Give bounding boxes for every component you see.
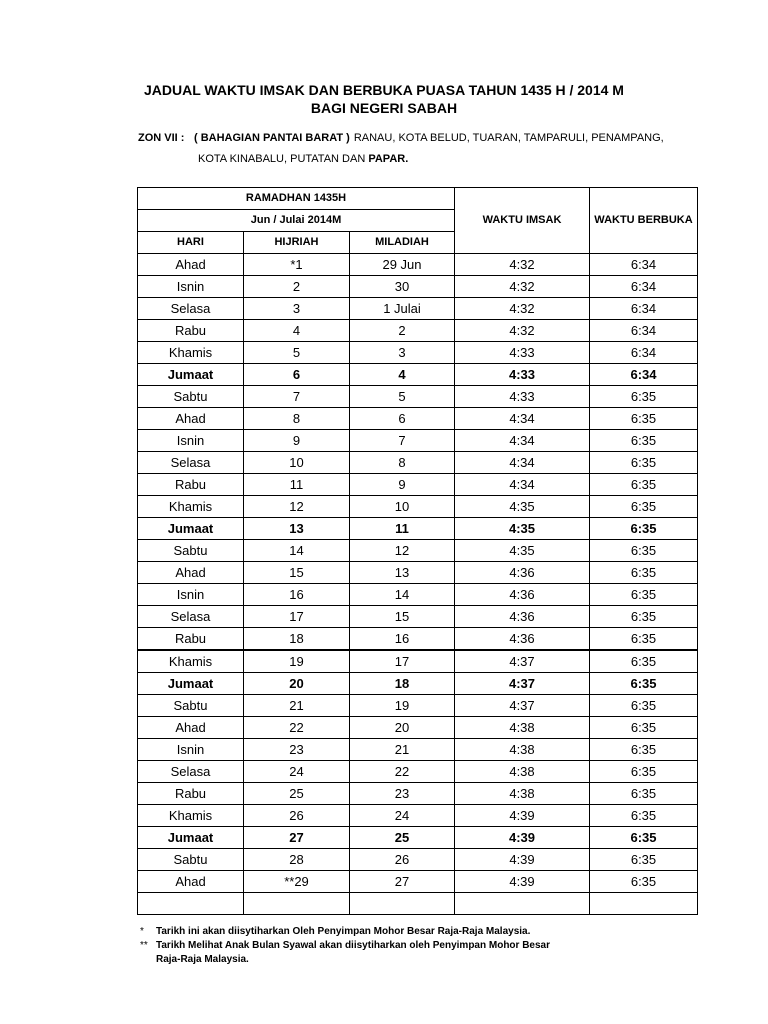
cell-berbuka: 6:35 — [590, 474, 698, 496]
cell-berbuka: 6:34 — [590, 364, 698, 386]
cell-hijriah: 12 — [244, 496, 350, 518]
cell-berbuka: 6:34 — [590, 254, 698, 276]
cell-imsak: 4:38 — [455, 783, 590, 805]
cell-hari: Ahad — [138, 408, 244, 430]
cell-imsak: 4:39 — [455, 805, 590, 827]
cell-miladiah: 19 — [350, 695, 455, 717]
cell-imsak: 4:39 — [455, 871, 590, 893]
cell-hijriah: 27 — [244, 827, 350, 849]
table-row — [138, 276, 698, 298]
cell-miladiah: 23 — [350, 783, 455, 805]
table-row — [138, 739, 698, 761]
cell-miladiah: 27 — [350, 871, 455, 893]
cell-hijriah: **29 — [244, 871, 350, 893]
table-row — [138, 474, 698, 496]
cell-miladiah: 2 — [350, 320, 455, 342]
cell-hari: Jumaat — [138, 518, 244, 540]
page-title: JADUAL WAKTU IMSAK DAN BERBUKA PUASA TAHUN 1435 H / 2014 M — [144, 82, 624, 98]
cell-empty — [138, 893, 244, 915]
cell-imsak: 4:36 — [455, 562, 590, 584]
cell-imsak: 4:32 — [455, 276, 590, 298]
cell-imsak: 4:39 — [455, 827, 590, 849]
table-row — [138, 562, 698, 584]
cell-berbuka: 6:34 — [590, 320, 698, 342]
table-row — [138, 849, 698, 871]
cell-hari: Isnin — [138, 430, 244, 452]
cell-berbuka: 6:35 — [590, 452, 698, 474]
cell-hari: Sabtu — [138, 540, 244, 562]
cell-hari: Rabu — [138, 320, 244, 342]
cell-miladiah: 22 — [350, 761, 455, 783]
cell-berbuka: 6:34 — [590, 342, 698, 364]
table-row — [138, 628, 698, 651]
cell-berbuka: 6:35 — [590, 739, 698, 761]
cell-berbuka: 6:35 — [590, 695, 698, 717]
cell-miladiah: 26 — [350, 849, 455, 871]
cell-imsak: 4:35 — [455, 496, 590, 518]
cell-berbuka: 6:35 — [590, 650, 698, 673]
cell-imsak: 4:34 — [455, 452, 590, 474]
table-row — [138, 254, 698, 276]
cell-hijriah: 4 — [244, 320, 350, 342]
cell-hari: Khamis — [138, 496, 244, 518]
cell-hari: Selasa — [138, 606, 244, 628]
cell-berbuka: 6:35 — [590, 386, 698, 408]
cell-miladiah: 29 Jun — [350, 254, 455, 276]
cell-berbuka: 6:35 — [590, 430, 698, 452]
cell-miladiah: 16 — [350, 628, 455, 651]
cell-imsak: 4:35 — [455, 518, 590, 540]
cell-miladiah: 15 — [350, 606, 455, 628]
header-ramadhan: RAMADHAN 1435H — [138, 188, 455, 210]
cell-hijriah: 8 — [244, 408, 350, 430]
schedule-table-body — [138, 188, 698, 915]
cell-hijriah: 7 — [244, 386, 350, 408]
cell-miladiah: 5 — [350, 386, 455, 408]
page-subtitle: BAGI NEGERI SABAH — [310, 100, 458, 116]
zone-line-1 — [138, 131, 664, 145]
cell-hijriah: 11 — [244, 474, 350, 496]
cell-hari: Ahad — [138, 717, 244, 739]
cell-hijriah: 28 — [244, 849, 350, 871]
footnote-1-text: Tarikh ini akan diisytiharkan Oleh Penyimpan Mohor Besar Raja-Raja Malaysia. — [156, 926, 531, 937]
cell-berbuka: 6:35 — [590, 871, 698, 893]
cell-hijriah: 15 — [244, 562, 350, 584]
cell-hari: Khamis — [138, 805, 244, 827]
table-row-empty — [138, 893, 698, 915]
header-month: Jun / Julai 2014M — [138, 210, 455, 232]
cell-empty — [350, 893, 455, 915]
schedule-table — [137, 187, 698, 915]
cell-imsak: 4:35 — [455, 540, 590, 562]
cell-hari: Ahad — [138, 871, 244, 893]
table-row — [138, 518, 698, 540]
cell-hijriah: 18 — [244, 628, 350, 651]
cell-miladiah: 1 Julai — [350, 298, 455, 320]
cell-miladiah: 24 — [350, 805, 455, 827]
cell-imsak: 4:36 — [455, 584, 590, 606]
cell-hijriah: 17 — [244, 606, 350, 628]
table-row — [138, 364, 698, 386]
cell-hijriah: 26 — [244, 805, 350, 827]
table-row — [138, 584, 698, 606]
cell-hari: Jumaat — [138, 364, 244, 386]
cell-miladiah: 9 — [350, 474, 455, 496]
cell-imsak: 4:34 — [455, 430, 590, 452]
cell-hari: Khamis — [138, 342, 244, 364]
cell-miladiah: 25 — [350, 827, 455, 849]
cell-berbuka: 6:35 — [590, 496, 698, 518]
cell-imsak: 4:34 — [455, 474, 590, 496]
cell-imsak: 4:33 — [455, 386, 590, 408]
cell-miladiah: 12 — [350, 540, 455, 562]
zone-areas-2: KOTA KINABALU, PUTATAN DAN — [198, 153, 366, 165]
header-row-1 — [138, 188, 698, 210]
cell-berbuka: 6:35 — [590, 673, 698, 695]
cell-imsak: 4:33 — [455, 364, 590, 386]
footnote-2-text: Tarikh Melihat Anak Bulan Syawal akan diisytiharkan oleh Penyimpan Mohor Besar — [156, 940, 551, 951]
cell-miladiah: 20 — [350, 717, 455, 739]
table-row — [138, 386, 698, 408]
cell-berbuka: 6:35 — [590, 540, 698, 562]
cell-hijriah: 9 — [244, 430, 350, 452]
cell-berbuka: 6:35 — [590, 717, 698, 739]
cell-berbuka: 6:35 — [590, 408, 698, 430]
cell-imsak: 4:36 — [455, 606, 590, 628]
cell-miladiah: 4 — [350, 364, 455, 386]
cell-berbuka: 6:35 — [590, 761, 698, 783]
header-miladiah: MILADIAH — [350, 232, 455, 254]
cell-imsak: 4:33 — [455, 342, 590, 364]
cell-berbuka: 6:35 — [590, 628, 698, 651]
cell-hijriah: 3 — [244, 298, 350, 320]
cell-berbuka: 6:35 — [590, 827, 698, 849]
cell-berbuka: 6:34 — [590, 276, 698, 298]
cell-imsak: 4:37 — [455, 673, 590, 695]
cell-hari: Selasa — [138, 452, 244, 474]
cell-miladiah: 6 — [350, 408, 455, 430]
cell-imsak: 4:36 — [455, 628, 590, 651]
cell-miladiah: 18 — [350, 673, 455, 695]
cell-imsak: 4:38 — [455, 717, 590, 739]
cell-hijriah: 24 — [244, 761, 350, 783]
cell-imsak: 4:34 — [455, 408, 590, 430]
cell-hijriah: 10 — [244, 452, 350, 474]
table-row — [138, 496, 698, 518]
table-row — [138, 408, 698, 430]
table-row — [138, 805, 698, 827]
cell-imsak: 4:37 — [455, 695, 590, 717]
footnote-1-mark: * — [140, 926, 144, 937]
cell-hijriah: *1 — [244, 254, 350, 276]
cell-imsak: 4:38 — [455, 739, 590, 761]
cell-hari: Isnin — [138, 276, 244, 298]
cell-hari: Sabtu — [138, 386, 244, 408]
table-row — [138, 452, 698, 474]
zone-areas-2-bold: PAPAR. — [368, 153, 409, 165]
zone-label: ZON VII : — [138, 132, 185, 144]
footnote-2-mark: ** — [140, 940, 148, 951]
cell-hari: Sabtu — [138, 849, 244, 871]
cell-hari: Rabu — [138, 474, 244, 496]
cell-hijriah: 16 — [244, 584, 350, 606]
cell-berbuka: 6:35 — [590, 562, 698, 584]
cell-hari: Jumaat — [138, 673, 244, 695]
header-hijriah: HIJRIAH — [244, 232, 350, 254]
cell-hijriah: 23 — [244, 739, 350, 761]
table-row — [138, 540, 698, 562]
cell-miladiah: 10 — [350, 496, 455, 518]
cell-hari: Isnin — [138, 739, 244, 761]
cell-miladiah: 7 — [350, 430, 455, 452]
cell-berbuka: 6:35 — [590, 849, 698, 871]
cell-hari: Selasa — [138, 298, 244, 320]
table-row — [138, 430, 698, 452]
cell-empty — [455, 893, 590, 915]
zone-areas-1: RANAU, KOTA BELUD, TUARAN, TAMPARULI, PENAMPANG, — [353, 132, 664, 144]
cell-imsak: 4:32 — [455, 298, 590, 320]
footnote-1 — [140, 925, 550, 939]
cell-hijriah: 22 — [244, 717, 350, 739]
cell-hari: Rabu — [138, 628, 244, 651]
table-row — [138, 650, 698, 673]
cell-hijriah: 2 — [244, 276, 350, 298]
header-hari: HARI — [138, 232, 244, 254]
table-row — [138, 320, 698, 342]
cell-imsak: 4:32 — [455, 254, 590, 276]
cell-hijriah: 21 — [244, 695, 350, 717]
cell-miladiah: 3 — [350, 342, 455, 364]
cell-hari: Jumaat — [138, 827, 244, 849]
cell-hijriah: 20 — [244, 673, 350, 695]
cell-imsak: 4:38 — [455, 761, 590, 783]
cell-miladiah: 8 — [350, 452, 455, 474]
table-row — [138, 717, 698, 739]
cell-imsak: 4:39 — [455, 849, 590, 871]
zone-line-2 — [198, 152, 408, 166]
cell-hijriah: 6 — [244, 364, 350, 386]
cell-hari: Sabtu — [138, 695, 244, 717]
cell-hijriah: 13 — [244, 518, 350, 540]
table-row — [138, 298, 698, 320]
zone-bahagian: ( BAHAGIAN PANTAI BARAT ) — [194, 132, 350, 144]
cell-hijriah: 19 — [244, 650, 350, 673]
table-row — [138, 871, 698, 893]
footnotes — [140, 925, 550, 967]
cell-miladiah: 17 — [350, 650, 455, 673]
table-row — [138, 342, 698, 364]
table-row — [138, 761, 698, 783]
footnote-2-cont: Raja-Raja Malaysia. — [156, 954, 249, 965]
cell-hari: Isnin — [138, 584, 244, 606]
header-imsak: WAKTU IMSAK — [455, 188, 590, 254]
cell-empty — [244, 893, 350, 915]
cell-berbuka: 6:35 — [590, 518, 698, 540]
cell-hari: Selasa — [138, 761, 244, 783]
cell-berbuka: 6:34 — [590, 298, 698, 320]
cell-miladiah: 14 — [350, 584, 455, 606]
cell-berbuka: 6:35 — [590, 584, 698, 606]
cell-berbuka: 6:35 — [590, 783, 698, 805]
table-row — [138, 783, 698, 805]
header-berbuka: WAKTU BERBUKA — [590, 188, 698, 254]
cell-hari: Ahad — [138, 562, 244, 584]
cell-berbuka: 6:35 — [590, 606, 698, 628]
cell-miladiah: 11 — [350, 518, 455, 540]
cell-hijriah: 5 — [244, 342, 350, 364]
table-row — [138, 695, 698, 717]
cell-hari: Rabu — [138, 783, 244, 805]
table-row — [138, 827, 698, 849]
cell-miladiah: 30 — [350, 276, 455, 298]
cell-berbuka: 6:35 — [590, 805, 698, 827]
cell-imsak: 4:32 — [455, 320, 590, 342]
cell-hari: Khamis — [138, 650, 244, 673]
cell-hijriah: 14 — [244, 540, 350, 562]
table-row — [138, 673, 698, 695]
footnote-2 — [140, 939, 550, 953]
cell-hari: Ahad — [138, 254, 244, 276]
cell-miladiah: 21 — [350, 739, 455, 761]
cell-empty — [590, 893, 698, 915]
cell-hijriah: 25 — [244, 783, 350, 805]
cell-imsak: 4:37 — [455, 650, 590, 673]
table-row — [138, 606, 698, 628]
cell-miladiah: 13 — [350, 562, 455, 584]
